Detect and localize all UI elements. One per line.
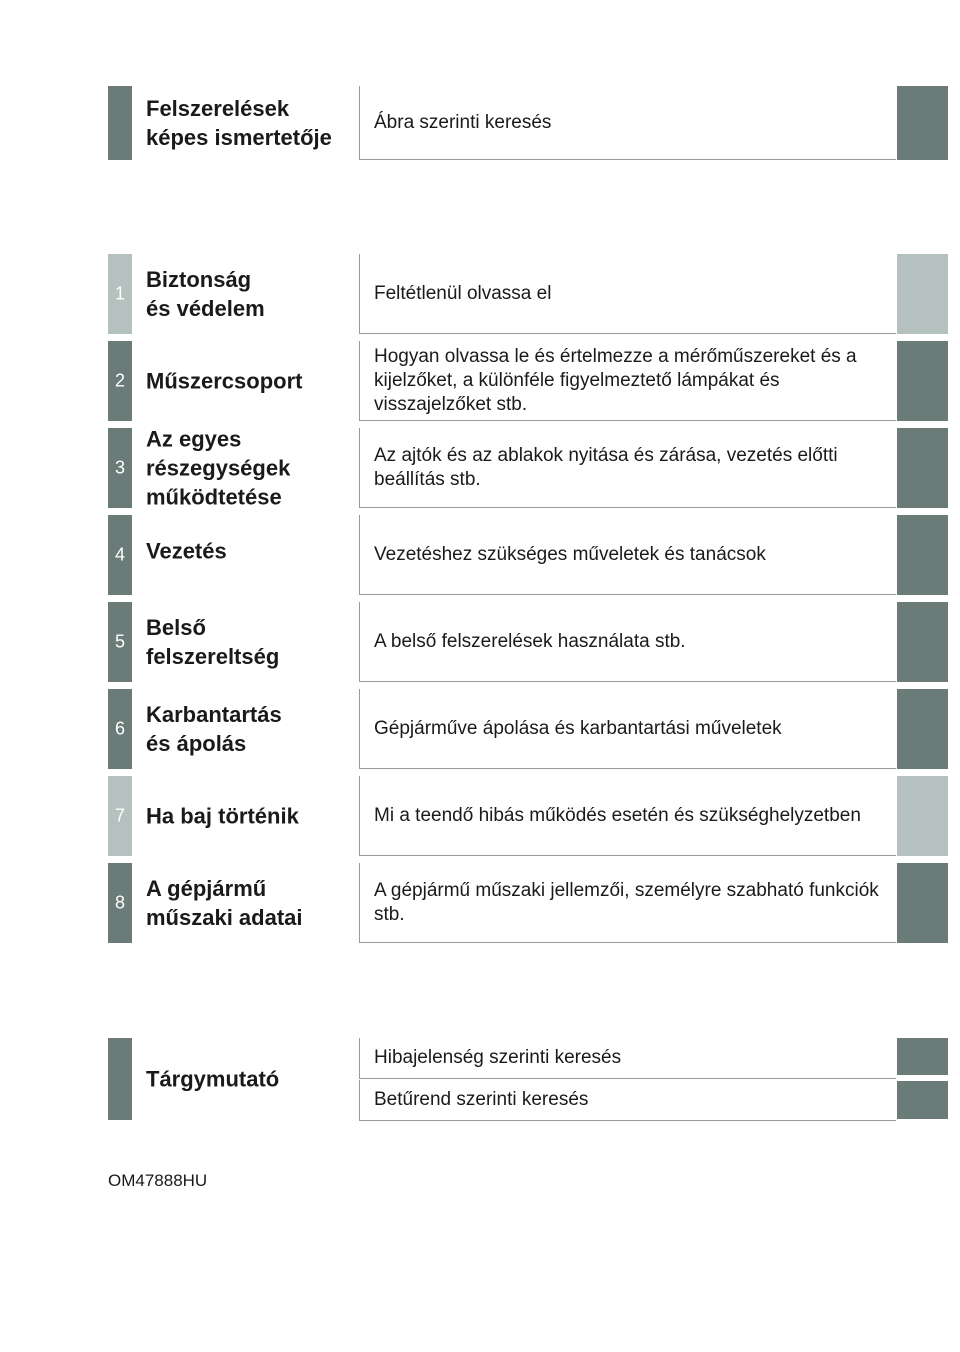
chapter-description: Hogyan olvassa le és értelmezze a mérőműszereket és a kijelzőket, a különféle figyelmeztető lámpákat és visszajelzőket stb.	[374, 345, 857, 415]
chapter-description-box	[359, 863, 896, 943]
overview-title: Felszerelések képes ismertetője	[146, 96, 332, 150]
overview-description: Ábra szerinti keresés	[374, 111, 552, 133]
chapter-tab-8	[108, 863, 132, 943]
chapter-thumb-tab-4[interactable]	[897, 515, 948, 595]
document-code: OM47888HU	[108, 1171, 208, 1190]
chapter-tab-2	[108, 341, 132, 421]
index-item-problem[interactable]	[359, 1038, 896, 1079]
chapter-thumb-tab-5[interactable]	[897, 602, 948, 682]
chapter-thumb-tab-3[interactable]	[897, 428, 948, 508]
chapter-description: Az ajtók és az ablakok nyitása és zárása, vezetés előtti beállítás stb.	[374, 444, 838, 490]
chapter-tab-4	[108, 515, 132, 595]
chapter-row-8[interactable]	[108, 863, 948, 943]
chapter-title: Vezetés	[146, 538, 227, 564]
index-item-label: Betűrend szerinti keresés	[374, 1089, 589, 1110]
chapter-description: Mi a teendő hibás működés esetén és szükséghelyzetben	[374, 804, 861, 826]
chapter-row-2[interactable]	[108, 341, 948, 421]
chapter-title: Biztonság és védelem	[146, 267, 265, 321]
index-row	[108, 1038, 948, 1120]
chapter-description-box	[359, 428, 896, 508]
chapter-tab-7	[108, 776, 132, 856]
chapter-description-box	[359, 689, 896, 769]
chapter-description-box	[359, 341, 896, 421]
chapter-thumb-tab-2[interactable]	[897, 341, 948, 421]
chapter-number: 7	[114, 805, 125, 826]
chapter-description-box	[359, 515, 896, 595]
chapter-row-6[interactable]	[108, 689, 948, 769]
chapter-description: Feltétlenül olvassa el	[374, 282, 552, 304]
chapter-title: Az egyes részegységek működtetése	[146, 426, 291, 510]
chapter-description: Gépjárműve ápolása és karbantartási műveletek	[374, 717, 782, 739]
chapter-number: 8	[114, 892, 125, 913]
chapter-tab-6	[108, 689, 132, 769]
chapter-thumb-tab-6[interactable]	[897, 689, 948, 769]
chapter-number: 2	[114, 370, 125, 391]
chapter-title: Karbantartás és ápolás	[146, 702, 282, 756]
chapter-description-box	[359, 254, 896, 334]
chapter-row-7[interactable]	[108, 776, 948, 856]
chapter-thumb-tab-8[interactable]	[897, 863, 948, 943]
chapter-thumb-tab-1[interactable]	[897, 254, 948, 334]
index-item-label: Hibajelenség szerinti keresés	[374, 1047, 622, 1068]
chapter-row-5[interactable]	[108, 602, 948, 682]
chapter-thumb-tab-7[interactable]	[897, 776, 948, 856]
chapter-tab-1	[108, 254, 132, 334]
index-item-alphabetical[interactable]	[359, 1080, 896, 1121]
chapter-number: 5	[114, 631, 125, 652]
chapter-tab-5	[108, 602, 132, 682]
overview-tab	[108, 86, 132, 160]
chapter-description: A belső felszerelések használata stb.	[374, 630, 686, 652]
overview-thumb-tab[interactable]	[897, 86, 948, 160]
chapter-title: A gépjármű műszaki adatai	[146, 876, 303, 930]
chapter-description: A gépjármű műszaki jellemzői, személyre szabható funkciók stb.	[374, 879, 879, 925]
overview-description-box	[359, 86, 896, 160]
chapter-description-box	[359, 776, 896, 856]
chapter-number: 1	[114, 283, 125, 304]
chapter-title: Műszercsoport	[146, 368, 303, 394]
index-thumb-tab-problem[interactable]	[897, 1038, 948, 1075]
overview-row[interactable]	[108, 86, 948, 160]
index-thumb-tab-alphabetical[interactable]	[897, 1081, 948, 1119]
chapter-description-box	[359, 602, 896, 682]
chapter-row-4[interactable]	[108, 515, 948, 595]
index-title: Tárgymutató	[146, 1066, 280, 1092]
chapter-number: 4	[114, 544, 125, 565]
chapter-title: Belső felszereltség	[146, 615, 280, 669]
chapter-row-1[interactable]	[108, 254, 948, 334]
chapter-tab-3	[108, 428, 132, 508]
chapter-number: 3	[114, 457, 125, 478]
chapter-description: Vezetéshez szükséges műveletek és tanácsok	[374, 543, 766, 565]
chapter-title: Ha baj történik	[146, 803, 299, 829]
chapter-row-3[interactable]	[108, 428, 948, 508]
index-tab	[108, 1038, 132, 1120]
chapter-number: 6	[114, 718, 125, 739]
